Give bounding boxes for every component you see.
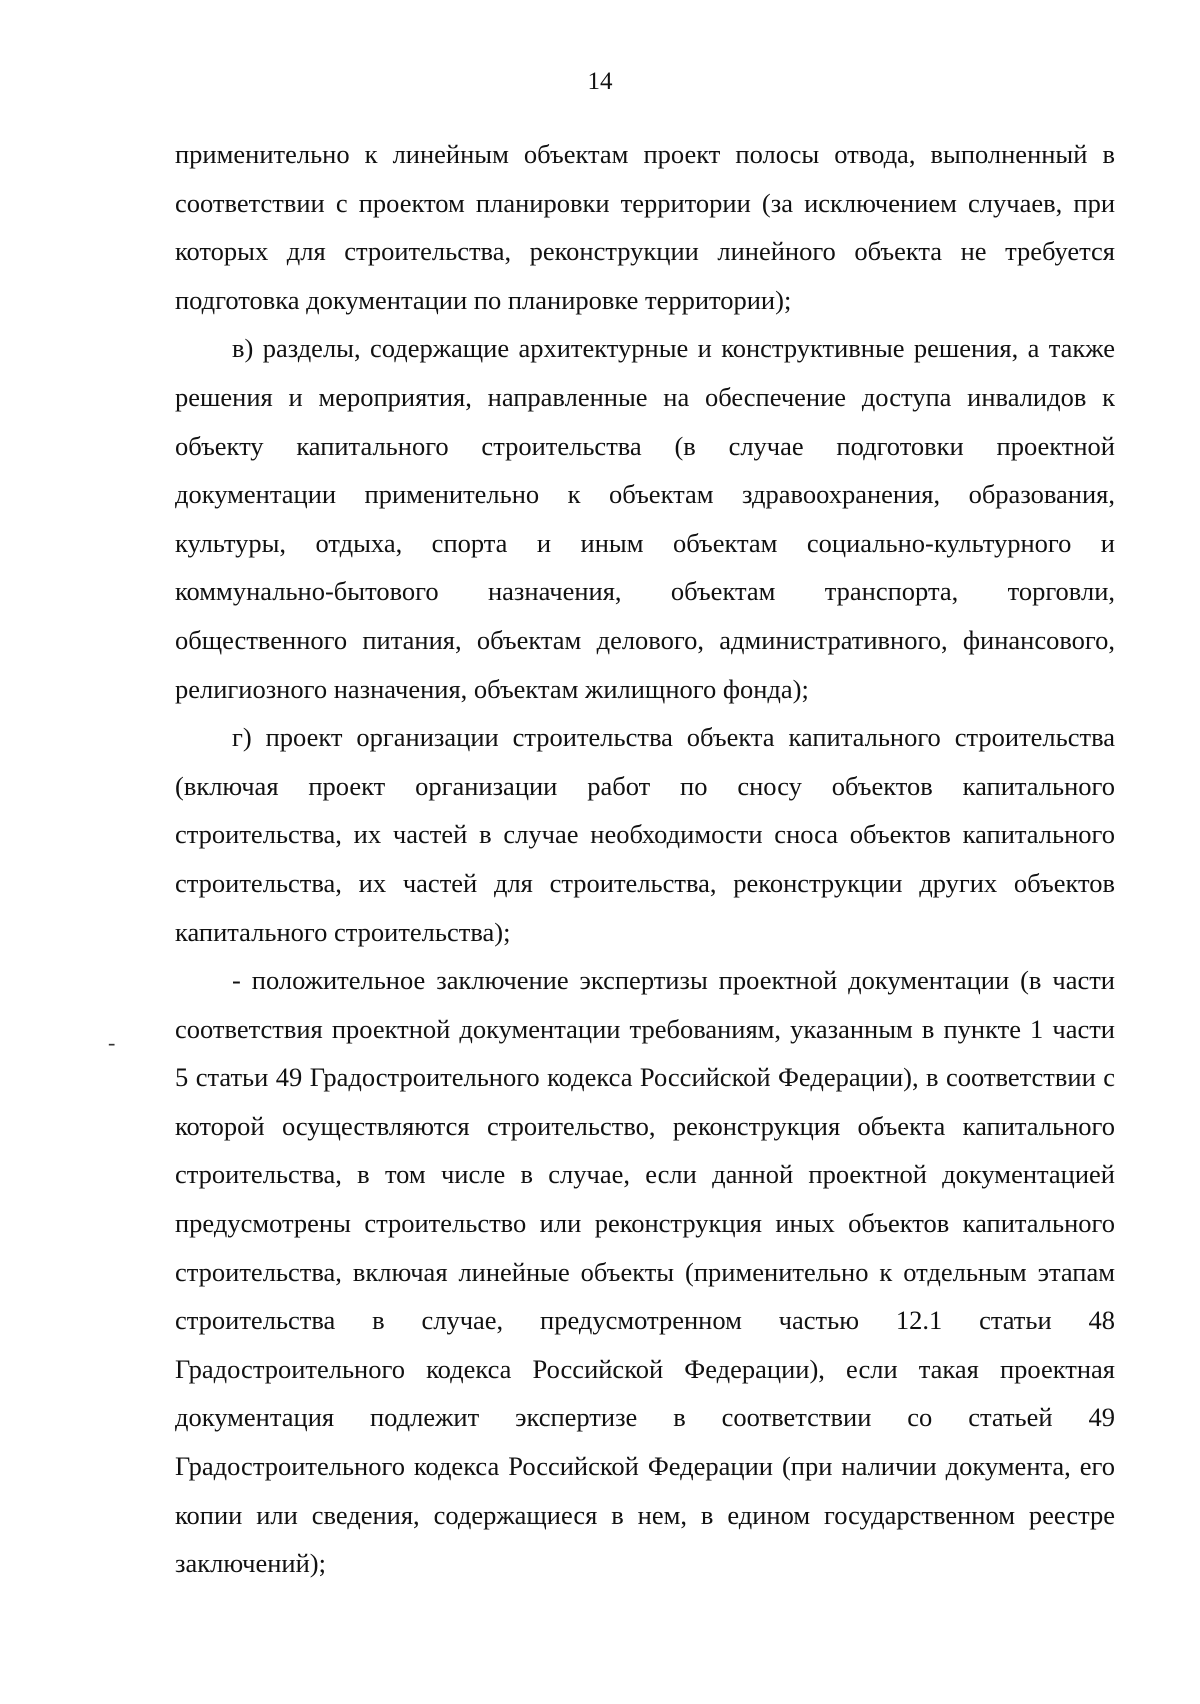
paragraph-expertise-conclusion: - положительное заключение экспертизы проектной документации (в части соответствия проектной документации требованиям, указанным в пункте 1 части 5 статьи 49 Градостроительного кодекса Российской Федерации), в соответствии с которой осуществляются строительство, реконструкция объекта капитального строительства, в том числе в случае, если данной проектной документацией предусмотрены строительство или реконструкция иных объектов капитального строительства, включая линейные объекты (применительно к отдельным этапам строительства в случае, предусмотренном частью 12.1 статьи 48 Градостроительного кодекса Российской Федерации), если такая проектная документация подлежит экспертизе в соответствии со статьей 49 Градостроительного кодекса Российской Федерации (при наличии документа, его копии или сведения, содержащиеся в нем, в едином государственном реестре заключений); — [175, 965, 1115, 1579]
paragraph-item-g: г) проект организации строительства объекта капитального строительства (включая проект организации работ по сносу объектов капитального строительства, их частей в случае необходимости сноса объектов капитального строительства, их частей для строительства, реконструкции других объектов капитального строительства); — [175, 722, 1115, 947]
page-number: 14 — [587, 68, 613, 95]
scan-artifact: - — [108, 1030, 116, 1055]
paragraph-continuation: применительно к линейным объектам проект полосы отвода, выполненный в соответствии с проектом планировки территории (за исключением случаев, при которых для строительства, реконструкции линейного объекта не требуется подготовка документации по планировке территории); — [175, 139, 1115, 315]
document-body — [175, 130, 1115, 1588]
paragraph-item-v: в) разделы, содержащие архитектурные и конструктивные решения, а также решения и мероприятия, направленные на обеспечение доступа инвалидов к объекту капитального строительства (в случае подготовки проектной документации применительно к объектам здравоохранения, образования, культуры, отдыха, спорта и иным объектам социально-культурного и коммунально-бытового назначения, объектам транспорта, торговли, общественного питания, объектам делового, административного, финансового, религиозного назначения, объектам жилищного фонда); — [175, 333, 1115, 704]
